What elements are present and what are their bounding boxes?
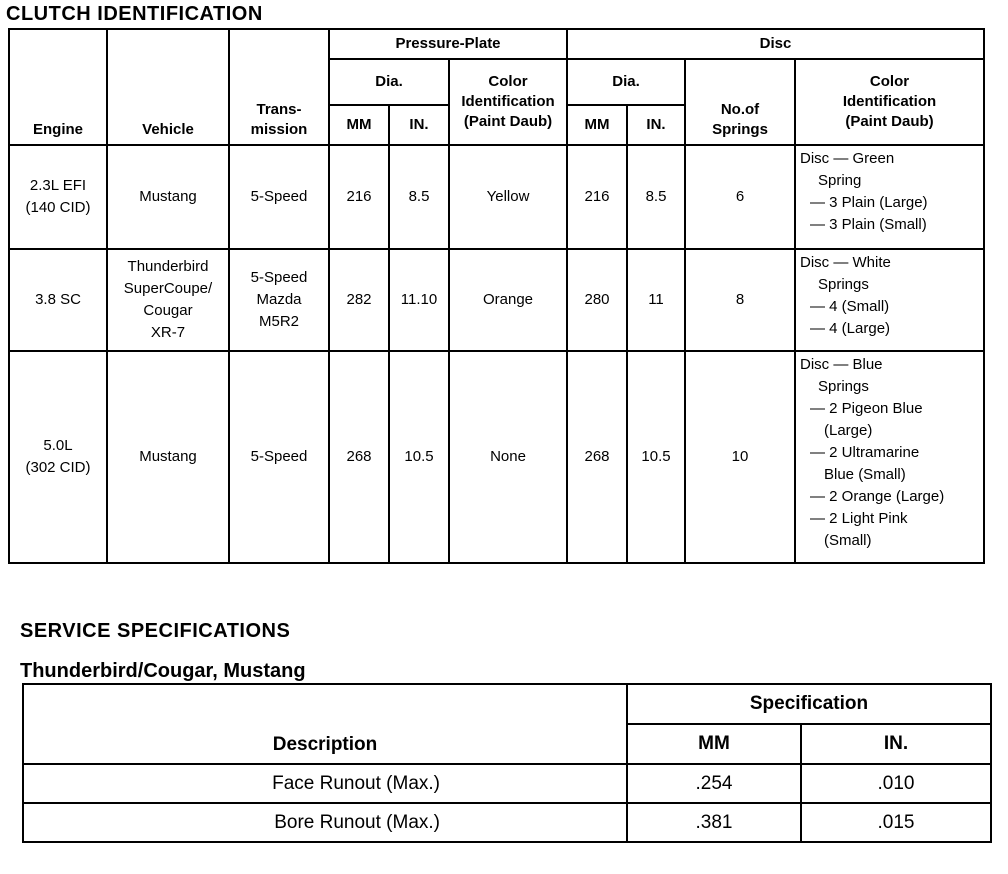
header-spec-mm: MM [627, 724, 801, 764]
header-transmission [229, 29, 329, 145]
disc-color-line: — 4 (Large) [810, 320, 891, 337]
disc-color-line: — 2 Orange (Large) [810, 488, 945, 505]
transmission-cell: 5-Speed [229, 351, 329, 563]
header-disc-color-line1: Color [869, 73, 910, 90]
header-pp-color [449, 59, 567, 145]
header-pressure-plate: Pressure-Plate [329, 29, 567, 59]
transmission-line: Mazda [256, 291, 302, 308]
header-description: Description [23, 684, 627, 764]
disc-mm-cell: 268 [567, 351, 627, 563]
engine-line: 2.3L EFI [29, 177, 87, 194]
disc-color-line: — 3 Plain (Large) [810, 194, 928, 211]
header-disc-color-line3: (Paint Daub) [845, 113, 934, 130]
vehicle-line: Cougar [143, 302, 193, 319]
pp-color-cell: None [449, 351, 567, 563]
springs-cell: 10 [685, 351, 795, 563]
disc-color-cell [795, 145, 984, 249]
disc-color-cell [795, 249, 984, 351]
pp-mm-cell: 282 [329, 249, 389, 351]
springs-cell: 6 [685, 145, 795, 249]
table-row [23, 803, 991, 842]
pp-mm-cell: 268 [329, 351, 389, 563]
header-disc-in: IN. [627, 105, 685, 145]
spec-description-cell: Bore Runout (Max.) [23, 803, 627, 842]
header-vehicle: Vehicle [107, 29, 229, 145]
header-disc: Disc [567, 29, 984, 59]
header-pp-color-line2: Identification [461, 93, 555, 110]
header-spec-in: IN. [801, 724, 991, 764]
header-disc-color-line2: Identification [842, 93, 937, 110]
transmission-line: M5R2 [258, 313, 299, 330]
disc-color-line: — 2 Light Pink [810, 510, 908, 527]
engine-line: (140 CID) [25, 199, 91, 216]
table-row [9, 351, 984, 563]
disc-mm-cell: 280 [567, 249, 627, 351]
service-specifications-table [22, 683, 992, 843]
header-engine: Engine [9, 29, 107, 145]
spec-mm-cell: .254 [627, 764, 801, 803]
springs-cell: 8 [685, 249, 795, 351]
disc-color-line: — 2 Pigeon Blue [810, 400, 923, 417]
disc-color-line: Blue (Small) [824, 466, 906, 483]
header-pp-color-line1: Color [488, 73, 528, 90]
spec-description-cell: Face Runout (Max.) [23, 764, 627, 803]
disc-color-line: (Large) [824, 422, 873, 439]
pp-color-cell: Orange [449, 249, 567, 351]
disc-color-line: — 3 Plain (Small) [810, 216, 927, 233]
header-springs-line2: Springs [712, 121, 768, 138]
pp-in-cell: 8.5 [389, 145, 449, 249]
spec-in-cell: .010 [801, 764, 991, 803]
disc-in-cell: 8.5 [627, 145, 685, 249]
engine-cell [9, 351, 107, 563]
engine-line: 5.0L [43, 437, 73, 454]
spec-in-cell: .015 [801, 803, 991, 842]
vehicle-cell: Mustang [107, 145, 229, 249]
vehicle-line: XR-7 [150, 324, 186, 341]
disc-color-line: Spring [818, 172, 862, 189]
vehicle-line: Thunderbird [127, 258, 209, 275]
transmission-cell [229, 249, 329, 351]
header-disc-dia: Dia. [567, 59, 685, 105]
header-transmission-line2: mission [250, 121, 308, 138]
disc-color-line: — 2 Ultramarine [810, 444, 920, 461]
disc-color-line: — 4 (Small) [810, 298, 890, 315]
disc-color-cell [795, 351, 984, 563]
disc-in-cell: 11 [627, 249, 685, 351]
header-specification: Specification [627, 684, 991, 724]
disc-color-line: Disc — Blue [800, 356, 883, 373]
transmission-cell: 5-Speed [229, 145, 329, 249]
header-disc-color [795, 59, 984, 145]
engine-cell [9, 145, 107, 249]
vehicle-line: SuperCoupe/ [123, 280, 213, 297]
service-specifications-subtitle: Thunderbird/Cougar, Mustang [20, 660, 306, 682]
header-disc-mm: MM [567, 105, 627, 145]
disc-color-line: (Small) [824, 532, 872, 549]
pp-mm-cell: 216 [329, 145, 389, 249]
transmission-line: 5-Speed [250, 269, 308, 286]
table-row [23, 764, 991, 803]
table-row [9, 145, 984, 249]
disc-color-line: Disc — Green [800, 150, 895, 167]
disc-color-line: Springs [818, 378, 869, 395]
pp-in-cell: 11.10 [389, 249, 449, 351]
service-specifications-title: SERVICE SPECIFICATIONS [20, 620, 291, 642]
pp-color-cell: Yellow [449, 145, 567, 249]
clutch-identification-table [8, 28, 985, 564]
clutch-identification-title: CLUTCH IDENTIFICATION [6, 3, 263, 25]
header-pp-mm: MM [329, 105, 389, 145]
header-pp-color-line3: (Paint Daub) [463, 113, 553, 130]
header-pp-dia: Dia. [329, 59, 449, 105]
spec-mm-cell: .381 [627, 803, 801, 842]
header-springs-line1: No.of [720, 101, 760, 118]
header-pp-in: IN. [389, 105, 449, 145]
pp-in-cell: 10.5 [389, 351, 449, 563]
vehicle-cell: Mustang [107, 351, 229, 563]
disc-in-cell: 10.5 [627, 351, 685, 563]
vehicle-cell [107, 249, 229, 351]
disc-mm-cell: 216 [567, 145, 627, 249]
header-transmission-line1: Trans- [256, 101, 302, 118]
header-springs [685, 59, 795, 145]
table-row [9, 249, 984, 351]
engine-line: (302 CID) [25, 459, 91, 476]
disc-color-line: Disc — White [800, 254, 891, 271]
disc-color-line: Springs [818, 276, 869, 293]
engine-cell: 3.8 SC [9, 249, 107, 351]
